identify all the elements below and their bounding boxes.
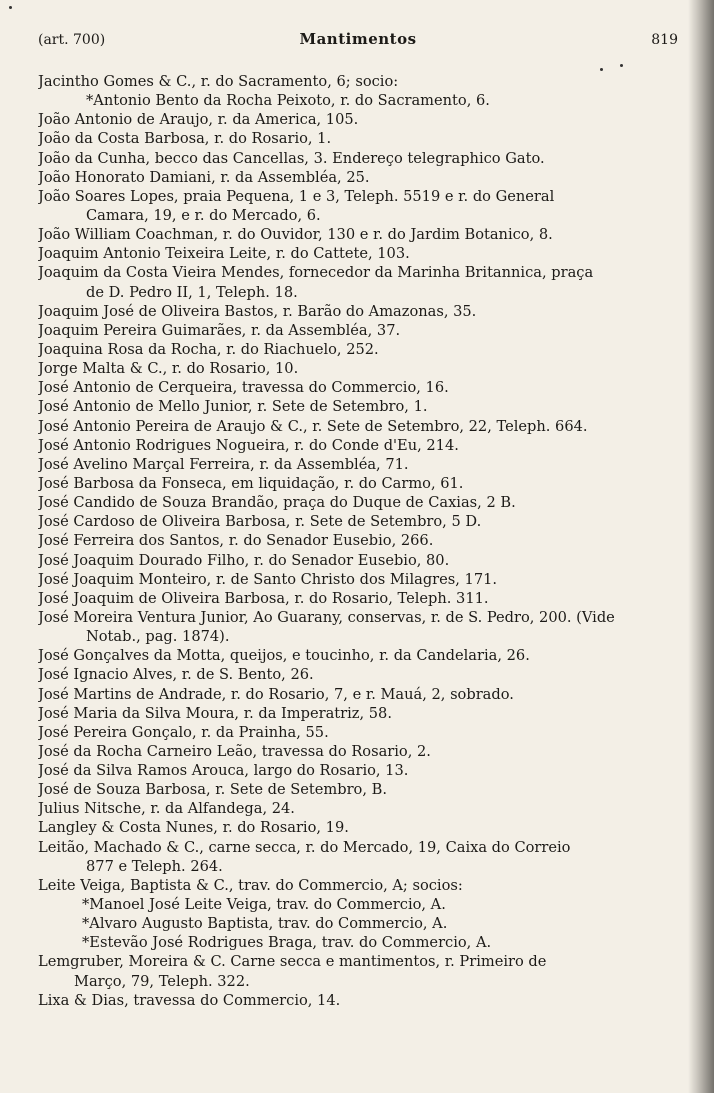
directory-line: João William Coachman, r. do Ouvidor, 130 e r. do Jardim Botanico, 8.	[38, 226, 553, 244]
paper-speck	[620, 64, 623, 67]
directory-line: Joaquim da Costa Vieira Mendes, fornecedor da Marinha Britannica, praça	[38, 264, 594, 282]
directory-line: Março, 79, Teleph. 322.	[74, 972, 250, 990]
directory-line: *Alvaro Augusto Baptista, trav. do Commercio, A.	[82, 915, 448, 933]
directory-line: Jorge Malta & C., r. do Rosario, 10.	[38, 360, 299, 378]
page-edge-shadow	[688, 0, 714, 1093]
directory-line: João Soares Lopes, praia Pequena, 1 e 3, Teleph. 5519 e r. do General	[38, 187, 555, 205]
article-reference: (art. 700)	[38, 32, 106, 48]
directory-line: João da Costa Barbosa, r. do Rosario, 1.	[38, 130, 332, 148]
directory-line: João Antonio de Araujo, r. da America, 105.	[38, 111, 359, 129]
paper-speck	[600, 68, 603, 71]
directory-line: José Joaquim de Oliveira Barbosa, r. do Rosario, Teleph. 311.	[38, 589, 489, 607]
page-title: Mantimentos	[299, 30, 417, 48]
page-number: 819	[651, 32, 678, 48]
directory-line: Joaquim Pereira Guimarães, r. da Assembléa, 37.	[38, 321, 401, 339]
page-header	[38, 30, 678, 52]
directory-line: José Gonçalves da Motta, queijos, e toucinho, r. da Candelaria, 26.	[38, 647, 530, 665]
directory-line: Lixa & Dias, travessa do Commercio, 14.	[38, 991, 341, 1009]
directory-line: José Antonio Pereira de Araujo & C., r. Sete de Setembro, 22, Teleph. 664.	[38, 417, 588, 435]
directory-line: José Candido de Souza Brandão, praça do Duque de Caxias, 2 B.	[38, 494, 516, 512]
directory-line: José Antonio Rodrigues Nogueira, r. do Conde d'Eu, 214.	[38, 436, 459, 454]
directory-line: José Antonio de Cerqueira, travessa do Commercio, 16.	[38, 379, 449, 397]
directory-line: José Barbosa da Fonseca, em liquidação, r. do Carmo, 61.	[38, 474, 464, 492]
directory-line: José da Rocha Carneiro Leão, travessa do Rosario, 2.	[38, 742, 431, 760]
directory-line: Camara, 19, e r. do Mercado, 6.	[86, 206, 321, 224]
directory-line: José de Souza Barbosa, r. Sete de Setembro, B.	[38, 781, 387, 799]
directory-line: José Joaquim Monteiro, r. de Santo Christo dos Milagres, 171.	[38, 570, 498, 588]
directory-line: José Pereira Gonçalo, r. da Prainha, 55.	[38, 723, 329, 741]
paper-speck	[9, 6, 12, 9]
directory-line: Joaquim Antonio Teixeira Leite, r. do Cattete, 103.	[38, 245, 410, 263]
directory-line: *Manoel José Leite Veiga, trav. do Commercio, A.	[82, 896, 446, 914]
directory-line: José Martins de Andrade, r. do Rosario, 7, e r. Mauá, 2, sobrado.	[38, 685, 514, 703]
directory-line: João da Cunha, becco das Cancellas, 3. Endereço telegraphico Gato.	[38, 149, 545, 167]
directory-line: José Avelino Marçal Ferreira, r. da Assembléa, 71.	[38, 455, 409, 473]
directory-line: Jacintho Gomes & C., r. do Sacramento, 6; socio:	[38, 73, 399, 90]
directory-line: José Maria da Silva Moura, r. da Imperatriz, 58.	[38, 704, 392, 722]
directory-line: *Antonio Bento da Rocha Peixoto, r. do Sacramento, 6.	[86, 92, 490, 110]
directory-line: *Estevão José Rodrigues Braga, trav. do Commercio, A.	[82, 934, 492, 952]
directory-line: Leite Veiga, Baptista & C., trav. do Commercio, A; socios:	[38, 876, 463, 894]
directory-line: José da Silva Ramos Arouca, largo do Rosario, 13.	[38, 762, 409, 780]
directory-line: Langley & Costa Nunes, r. do Rosario, 19.	[38, 819, 349, 837]
directory-line: José Ignacio Alves, r. de S. Bento, 26.	[38, 666, 314, 684]
directory-line: 877 e Teleph. 264.	[86, 857, 223, 875]
directory-line: Joaquina Rosa da Rocha, r. do Riachuelo, 252.	[38, 340, 379, 358]
directory-line: José Moreira Ventura Junior, Ao Guarany, conservas, r. de S. Pedro, 200. (Vide	[38, 608, 615, 626]
directory-line: José Joaquim Dourado Filho, r. do Senador Eusebio, 80.	[38, 551, 450, 569]
directory-entries	[38, 72, 678, 1010]
directory-line: Notab., pag. 1874).	[86, 628, 230, 646]
directory-line: José Antonio de Mello Junior, r. Sete de Setembro, 1.	[38, 398, 428, 416]
directory-line: José Ferreira dos Santos, r. do Senador Eusebio, 266.	[38, 532, 434, 550]
directory-line: Lemgruber, Moreira & C. Carne secca e mantimentos, r. Primeiro de	[38, 953, 547, 971]
directory-line: Julius Nitsche, r. da Alfandega, 24.	[38, 800, 295, 818]
directory-line: de D. Pedro II, 1, Teleph. 18.	[86, 283, 298, 301]
directory-line: João Honorato Damiani, r. da Assembléa, 25.	[38, 168, 370, 186]
directory-line: Leitão, Machado & C., carne secca, r. do Mercado, 19, Caixa do Correio	[38, 838, 571, 856]
directory-line: Joaquim José de Oliveira Bastos, r. Barão do Amazonas, 35.	[38, 302, 477, 320]
directory-line: José Cardoso de Oliveira Barbosa, r. Sete de Setembro, 5 D.	[38, 513, 482, 531]
